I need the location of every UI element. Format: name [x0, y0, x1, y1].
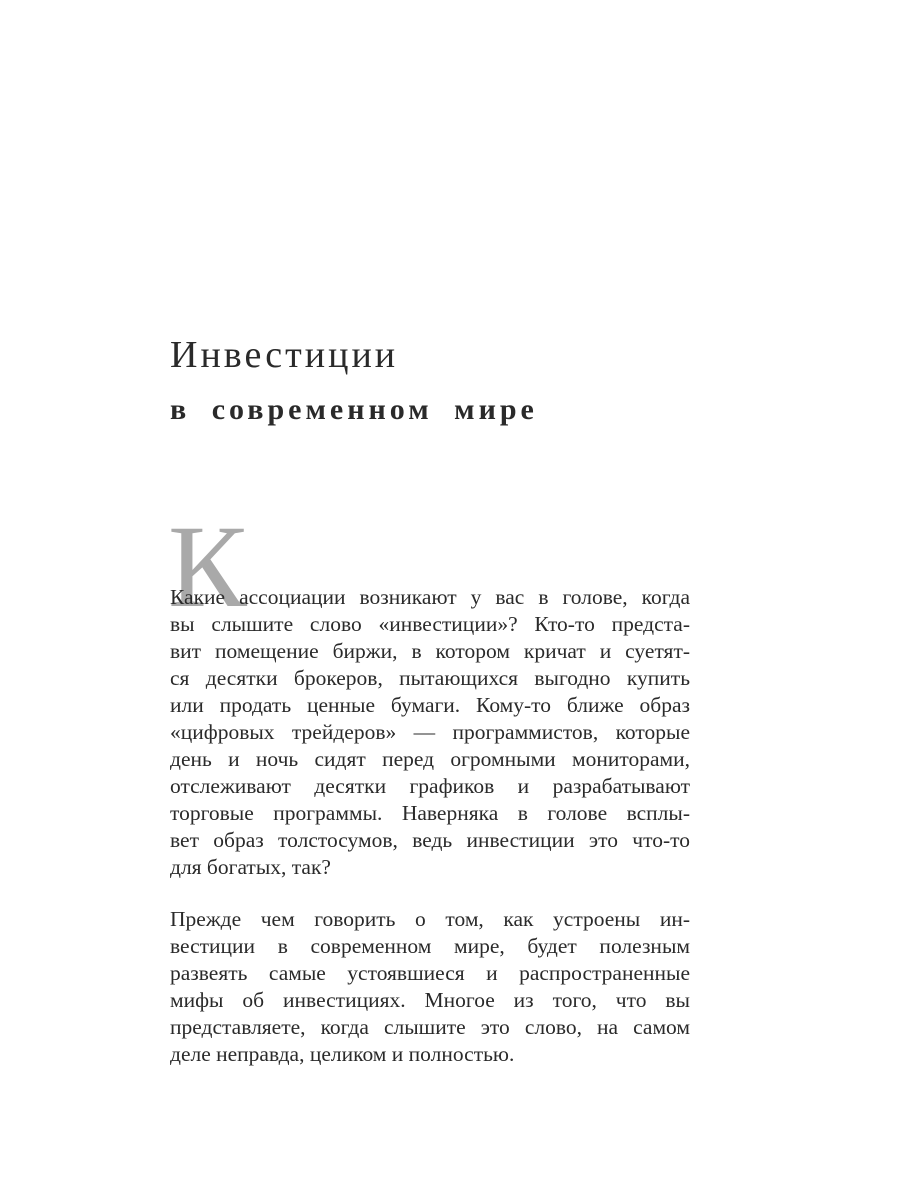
- text-line: «цифровых трейдеров» — программистов, которые: [170, 720, 690, 744]
- text-line: день и ночь сидят перед огромными мониторами,: [170, 747, 690, 771]
- text-line: Прежде чем говорить о том, как устроены ин-: [170, 907, 690, 931]
- text-line: торговые программы. Наверняка в голове всплы-: [170, 801, 690, 825]
- text-line: вит помещение биржи, в котором кричат и суетят-: [170, 639, 690, 663]
- paragraph-2: [170, 906, 690, 1068]
- text-line: отслеживают десятки графиков и разрабатывают: [170, 774, 690, 798]
- chapter-subtitle: в современном мире: [170, 393, 538, 426]
- text-line: вестиции в современном мире, будет полезным: [170, 934, 690, 958]
- text-line: для богатых, так?: [170, 855, 331, 879]
- text-line: или продать ценные бумаги. Кому-то ближе образ: [170, 693, 690, 717]
- text-line: вы слышите слово «инвестиции»? Кто-то предста-: [170, 612, 690, 636]
- text-line: развеять самые устоявшиеся и распространенные: [170, 961, 690, 985]
- text-line: представляете, когда слышите это слово, на самом: [170, 1015, 690, 1039]
- text-line: ся десятки брокеров, пытающихся выгодно купить: [170, 666, 690, 690]
- text-line: деле неправда, целиком и полностью.: [170, 1042, 515, 1066]
- text-line: вет образ толстосумов, ведь инвестиции это что-то: [170, 828, 690, 852]
- paragraph-1: [170, 584, 690, 881]
- text-line: Какие ассоциации возникают у вас в голове, когда: [170, 585, 690, 609]
- text-line: мифы об инвестициях. Многое из того, что вы: [170, 988, 690, 1012]
- chapter-title: Инвестиции: [170, 334, 399, 376]
- drop-cap: К: [168, 501, 247, 632]
